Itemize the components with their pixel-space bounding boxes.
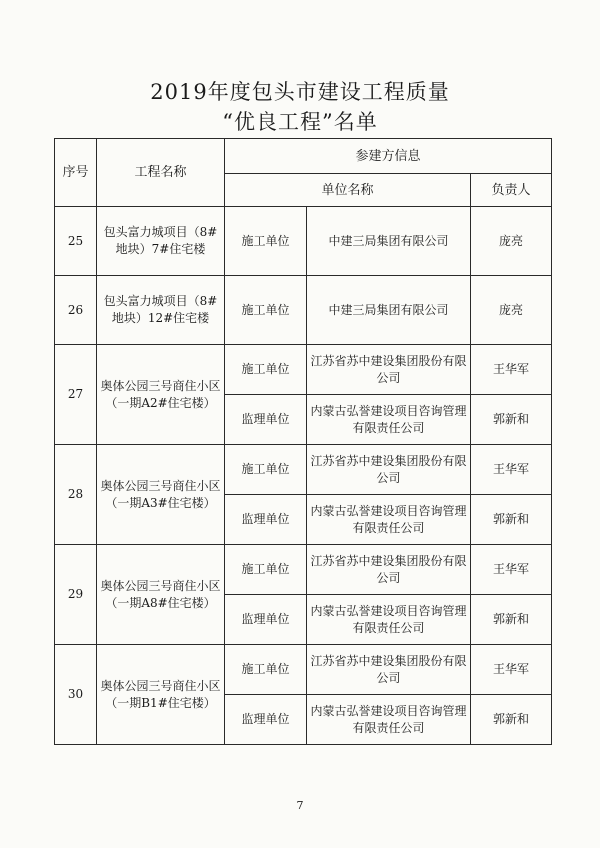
header-unit-name: 单位名称: [225, 174, 471, 207]
unit-name: 内蒙古弘誉建设项目咨询管理有限责任公司: [307, 395, 471, 445]
row-project: 奥体公园三号商住小区（一期A3#住宅楼）: [97, 445, 225, 545]
unit-person: 郭新和: [471, 395, 552, 445]
unit-name: 江苏省苏中建设集团股份有限公司: [307, 545, 471, 595]
table-row: [55, 445, 552, 495]
unit-person: 庞亮: [471, 207, 552, 276]
unit-role: 监理单位: [225, 495, 307, 545]
unit-role: 施工单位: [225, 545, 307, 595]
row-seq: 29: [55, 545, 97, 645]
unit-role: 施工单位: [225, 345, 307, 395]
page-number: 7: [296, 799, 304, 812]
unit-person: 王华军: [471, 445, 552, 495]
unit-role: 施工单位: [225, 645, 307, 695]
unit-name: 江苏省苏中建设集团股份有限公司: [307, 345, 471, 395]
row-project: 奥体公园三号商住小区（一期A8#住宅楼）: [97, 545, 225, 645]
header-seq: 序号: [55, 139, 97, 207]
unit-role: 施工单位: [225, 445, 307, 495]
row-seq: 26: [55, 276, 97, 345]
row-seq: 27: [55, 345, 97, 445]
unit-person: 王华军: [471, 645, 552, 695]
unit-role: 监理单位: [225, 695, 307, 745]
header-person-in-charge: 负责人: [471, 174, 552, 207]
header-project-name: 工程名称: [97, 139, 225, 207]
row-project: 奥体公园三号商住小区（一期B1#住宅楼）: [97, 645, 225, 745]
unit-role: 监理单位: [225, 395, 307, 445]
document-title-line2: “优良工程”名单: [222, 110, 378, 134]
unit-name: 中建三局集团有限公司: [307, 207, 471, 276]
unit-person: 郭新和: [471, 495, 552, 545]
table-row: [55, 276, 552, 345]
unit-role: 施工单位: [225, 207, 307, 276]
unit-role: 监理单位: [225, 595, 307, 645]
table-row: [55, 645, 552, 695]
row-seq: 28: [55, 445, 97, 545]
document-title-line1: 2019年度包头市建设工程质量: [150, 80, 450, 104]
row-project: 包头富力城项目（8#地块）12#住宅楼: [97, 276, 225, 345]
unit-name: 内蒙古弘誉建设项目咨询管理有限责任公司: [307, 695, 471, 745]
unit-person: 郭新和: [471, 595, 552, 645]
unit-person: 王华军: [471, 545, 552, 595]
honor-list-table: [54, 138, 552, 745]
unit-person: 王华军: [471, 345, 552, 395]
unit-person: 郭新和: [471, 695, 552, 745]
table-row: [55, 207, 552, 276]
row-seq: 30: [55, 645, 97, 745]
row-project: 包头富力城项目（8#地块）7#住宅楼: [97, 207, 225, 276]
header-participants: 参建方信息: [225, 139, 552, 174]
table-row: [55, 545, 552, 595]
unit-name: 内蒙古弘誉建设项目咨询管理有限责任公司: [307, 495, 471, 545]
table-row: [55, 345, 552, 395]
unit-name: 中建三局集团有限公司: [307, 276, 471, 345]
row-seq: 25: [55, 207, 97, 276]
unit-name: 江苏省苏中建设集团股份有限公司: [307, 445, 471, 495]
unit-person: 庞亮: [471, 276, 552, 345]
row-project: 奥体公园三号商住小区（一期A2#住宅楼）: [97, 345, 225, 445]
unit-name: 内蒙古弘誉建设项目咨询管理有限责任公司: [307, 595, 471, 645]
unit-name: 江苏省苏中建设集团股份有限公司: [307, 645, 471, 695]
unit-role: 施工单位: [225, 276, 307, 345]
